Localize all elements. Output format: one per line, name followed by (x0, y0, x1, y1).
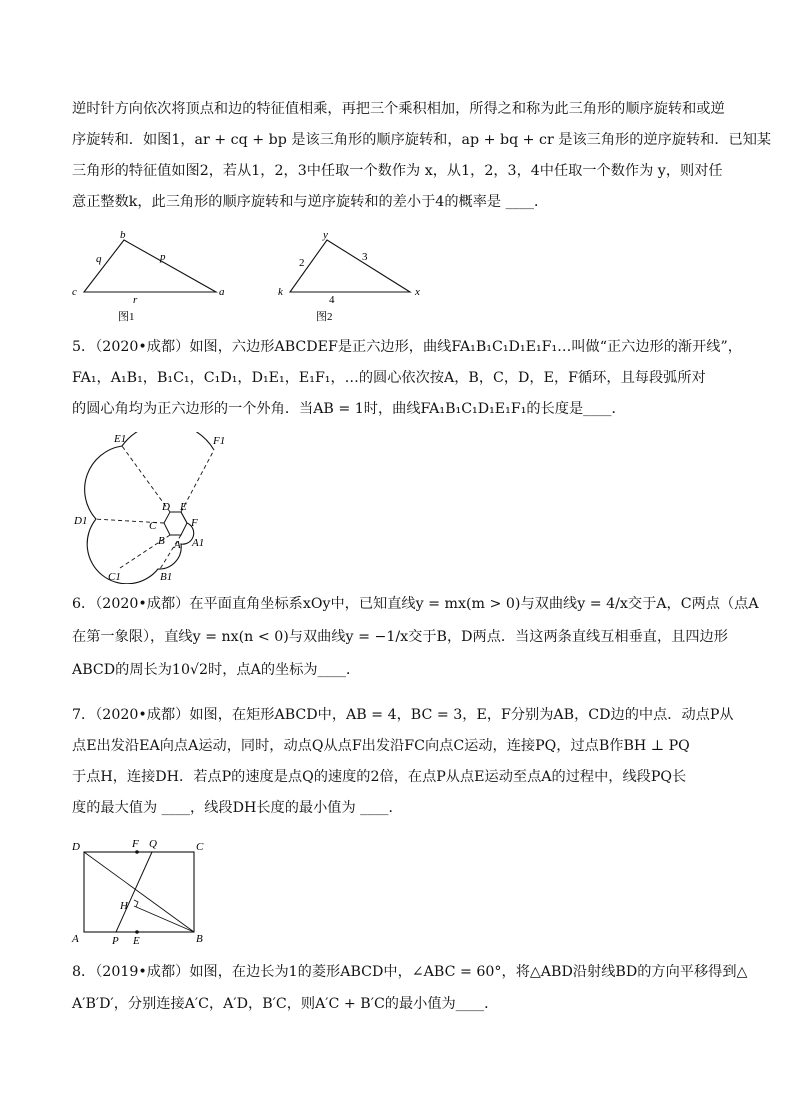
seg-d-b (84, 852, 194, 932)
fig1-triangle (84, 240, 216, 292)
label-q: Q (149, 838, 157, 850)
fig2-label-3: 3 (362, 251, 368, 263)
fig1-label-q: q (96, 253, 102, 265)
point-e (135, 930, 139, 934)
fig1-label-a: a (219, 286, 225, 298)
q7-line-1: 7．（2020•成都）如图，在矩形ABCD中，AB = 4，BC = 3，E，F分别为AB，CD边的中点．动点P从 (72, 707, 734, 723)
label-a1: A1 (192, 537, 205, 549)
q8-line-1: 8．（2019•成都）如图，在边长为1的菱形ABCD中，∠ABC = 60°，将△ABD沿射线BD的方向平移得到△ (72, 964, 748, 980)
q6-line-3: ABCD的周长为10√2时，点A的坐标为____． (72, 662, 361, 678)
fig2-label-y: y (323, 229, 328, 241)
q4-text (72, 94, 772, 218)
label-a: A (72, 933, 79, 945)
q7-line-3: 于点H，连接DH．若点P的速度是点Q的速度的2倍，在点P从点E运动至点A的过程中，线段PQ长 (72, 769, 687, 785)
label-b: B (196, 933, 203, 945)
label-e1: E1 (114, 433, 127, 445)
q5-line-1: 5．（2020•成都）如图，六边形ABCDEF是正六边形，曲线FA₁B₁C₁D₁E₁F₁…叫做“正六边形的渐开线”， (72, 339, 742, 355)
fig1-caption: 图1 (118, 311, 135, 323)
q5-line-3: 的圆心角均为正六边形的一个外角．当AB = 1时，曲线FA₁B₁C₁D₁E₁F₁的长度是____． (72, 401, 626, 417)
label-h: H (120, 900, 128, 912)
q6-text (72, 588, 759, 687)
fig2-label-2: 2 (299, 257, 305, 269)
q5-line-2: FA₁，A₁B₁，B₁C₁，C₁D₁，D₁E₁，E₁F₁，…的圆心依次按A，B，C，D，E，F循环，且每段弧所对 (72, 370, 706, 386)
q6-line-2: 在第一象限），直线y = nx(n < 0)与双曲线y = −1/x交于B，D两点．当这两条直线互相垂直，且四边形 (72, 629, 728, 645)
label-d: D (162, 501, 170, 513)
label-c: C (196, 841, 204, 853)
q4-line-4: 意正整数k，此三角形的顺序旋转和与逆序旋转和的差小于4的概率是 ____． (72, 194, 549, 210)
fig2-caption: 图2 (316, 311, 333, 323)
q4-line-1: 逆时针方向依次将顶点和边的特征值相乘，再把三个乘积相加，所得之和称为此三角形的顺序旋转和或逆 (72, 101, 725, 117)
seg-f-e (181, 512, 187, 523)
involute-curve (85, 432, 214, 584)
q4-line-2: 序旋转和．如图1，ar + cq + bp 是该三角形的顺序旋转和，ap + bq + cr 是该三角形的逆序旋转和．已知某 (72, 132, 772, 148)
fig2-label-4: 4 (329, 294, 335, 306)
q6-line-1: 6．（2020•成都）在平面直角坐标系xOy中，已知直线y = mx(m > 0)与双曲线y = 4/x交于A，C两点（点A (72, 596, 759, 612)
label-c1: C1 (108, 571, 121, 583)
label-a: A (174, 539, 181, 551)
fig2-triangle (290, 240, 410, 292)
q7-figure (66, 836, 216, 948)
q7-line-4: 度的最大值为 ____，线段DH长度的最小值为 ____． (72, 800, 403, 816)
label-f: F (191, 517, 198, 529)
label-f: F (132, 838, 139, 850)
q4-line-3: 三角形的特征值如图2，若从1，2，3中任取一个数作为 x，从1，2，3，4中任取一个数作为 y，则对任 (72, 163, 723, 179)
label-d1: D1 (74, 515, 88, 527)
fig1-label-c: c (72, 286, 77, 298)
q8-line-2: A′B′D′，分别连接A′C，A′D，B′C，则A′C + B′C的最小值为____． (72, 996, 499, 1012)
q7-line-2: 点E出发沿EA向点A运动，同时，动点Q从点F出发沿FC向点C运动，连接PQ，过点B作BH ⊥ PQ (72, 738, 690, 754)
point-f (135, 850, 139, 854)
fig2-label-x: x (415, 286, 420, 298)
hexagon (164, 512, 187, 535)
fig1-label-r: r (133, 294, 138, 306)
label-f1: F1 (213, 435, 226, 447)
q7-text (72, 700, 734, 824)
q5-text (72, 332, 742, 425)
q8-text (72, 956, 748, 1020)
label-b: B (158, 535, 165, 547)
label-b1: B1 (160, 571, 173, 583)
q5-figure (70, 432, 240, 584)
seg-p-q (116, 852, 152, 932)
label-e: E (133, 935, 140, 947)
label-d: D (72, 841, 80, 853)
label-p: P (112, 935, 119, 947)
q4-figure-2 (272, 228, 432, 324)
q4-figure-1 (66, 228, 236, 324)
fig1-label-p: p (160, 251, 166, 263)
label-c: C (149, 520, 157, 532)
fig2-label-k: k (278, 286, 283, 298)
label-e: E (180, 501, 187, 513)
fig1-label-b: b (120, 229, 126, 241)
